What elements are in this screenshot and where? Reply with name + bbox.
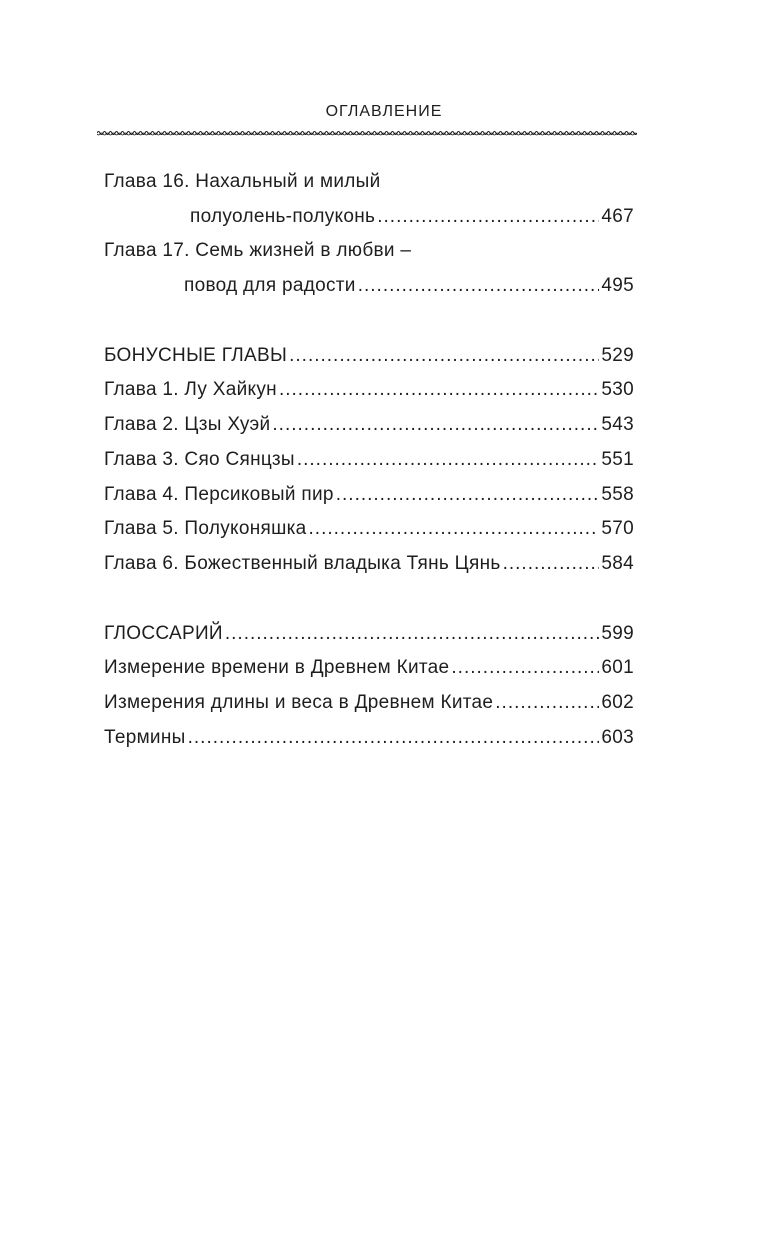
toc-section-glossary[interactable] [104, 617, 634, 652]
toc-page-number: 551 [601, 448, 634, 470]
wavy-rule-ornament [97, 128, 637, 138]
toc-entry-title: Глава 16. Нахальный и милый [104, 171, 381, 192]
toc-entry-chapter-17[interactable] [104, 234, 634, 269]
toc-entry-bonus-3[interactable] [104, 443, 634, 478]
toc-entry-title: Глава 2. Цзы Хуэй [104, 414, 271, 436]
toc-entry-title: Глава 1. Лу Хайкун [104, 379, 277, 401]
dot-leader [358, 269, 600, 304]
dot-leader [503, 547, 600, 582]
toc-entry-title: Глава 17. Семь жизней в любви – [104, 240, 412, 262]
toc-page-number: 602 [601, 691, 634, 713]
section-spacer [104, 304, 634, 339]
dot-leader [309, 512, 600, 547]
dot-leader [451, 651, 599, 686]
toc-entry-title: Измерения длины и веса в Древнем Китае [104, 691, 494, 713]
toc-entry-bonus-1[interactable] [104, 373, 634, 408]
dot-leader [495, 686, 599, 721]
toc-entry-title: Измерение времени в Древнем Китае [104, 657, 450, 679]
dot-leader [188, 721, 600, 756]
dot-leader [225, 617, 600, 652]
toc-page-number: 467 [601, 205, 634, 227]
toc-entry-chapter-17-cont[interactable] [104, 269, 634, 304]
toc-page-number: 599 [601, 622, 634, 644]
toc-entry-title: Глава 3. Сяо Сянцзы [104, 448, 295, 470]
section-spacer [104, 582, 634, 617]
dot-leader [272, 408, 599, 443]
dot-leader [377, 200, 599, 235]
toc-page-number: 570 [601, 518, 634, 540]
dot-leader [289, 339, 599, 374]
table-of-contents [104, 165, 634, 755]
toc-page-number: 495 [601, 275, 634, 297]
toc-section-heading: ГЛОССАРИЙ [104, 622, 223, 644]
running-head: ОГЛАВЛЕНИЕ [325, 103, 443, 120]
toc-page-number: 584 [601, 552, 634, 574]
toc-page-number: 543 [601, 414, 634, 436]
toc-entry-glossary-1[interactable] [104, 651, 634, 686]
toc-entry-title: Глава 5. Полуконяшка [104, 518, 307, 540]
toc-entry-bonus-2[interactable] [104, 408, 634, 443]
toc-page-number: 530 [601, 379, 634, 401]
toc-entry-glossary-2[interactable] [104, 686, 634, 721]
toc-section-heading: БОНУСНЫЕ ГЛАВЫ [104, 344, 288, 366]
toc-page-number: 601 [601, 657, 634, 679]
toc-entry-title: Глава 4. Персиковый пир [104, 483, 334, 505]
dot-leader [279, 373, 599, 408]
toc-entry-title: Глава 6. Божественный владыка Тянь Цянь [104, 552, 501, 574]
toc-entry-bonus-4[interactable] [104, 478, 634, 513]
toc-entry-bonus-6[interactable] [104, 547, 634, 582]
dot-leader [336, 478, 600, 513]
toc-entry-bonus-5[interactable] [104, 512, 634, 547]
dot-leader [297, 443, 600, 478]
toc-page-number: 529 [601, 344, 634, 366]
toc-section-bonus[interactable] [104, 339, 634, 374]
toc-entry-chapter-16-cont[interactable] [104, 200, 634, 235]
toc-page-number: 558 [601, 483, 634, 505]
toc-entry-title: Термины [104, 726, 186, 748]
toc-entry-chapter-16[interactable] [104, 165, 634, 200]
toc-entry-glossary-3[interactable] [104, 721, 634, 756]
toc-entry-title: полуолень-полуконь [190, 205, 376, 227]
toc-entry-title: повод для радости [184, 275, 356, 297]
toc-page-number: 603 [601, 726, 634, 748]
